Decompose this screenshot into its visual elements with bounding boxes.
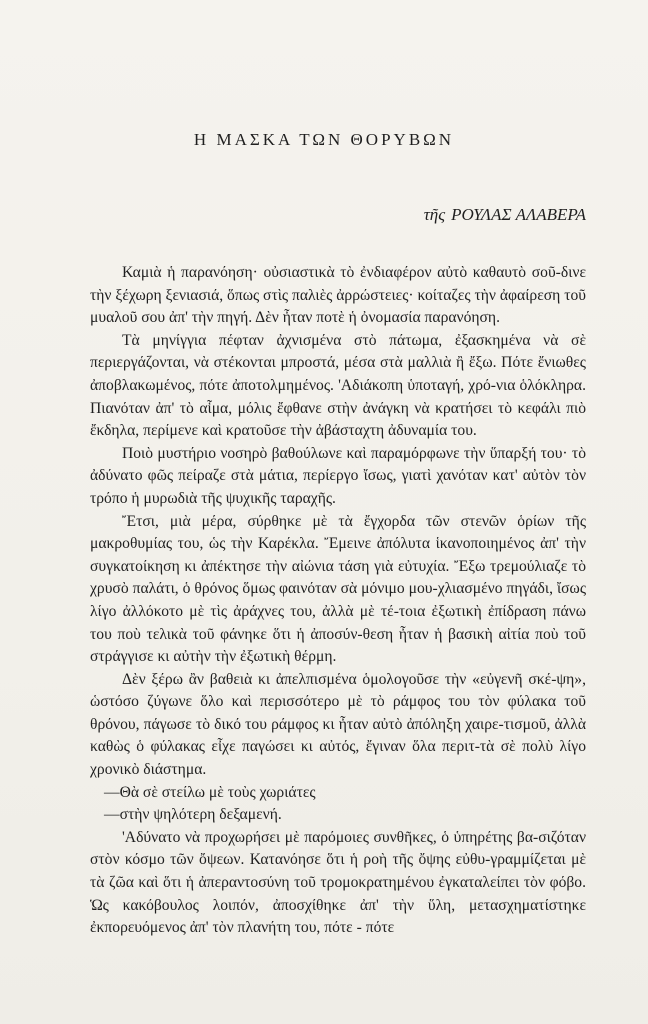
- author-line: [424, 205, 586, 225]
- dialogue-line-2: —στὴν ψηλότερη δεξαμενή.: [104, 806, 282, 824]
- document-title: Η ΜΑΣΚΑ ΤΩΝ ΘΟΡΥΒΩΝ: [193, 130, 455, 149]
- body-text: [90, 262, 586, 940]
- paragraph-5: Δὲν ξέρω ἂν βαθειὰ κι ἀπελπισμένα ὁμολογοῦσε τὴν «εὐγενῆ σκέ-ψη», ὡστόσο ζύγωνε ὅλο καὶ περισσότερο μὲ τὸ ράμφος του τὸν φύλακα τοῦ θρόνου, πάγωσε τὸ δικό του ράμφος κι ἦταν αὐτὸ ἀπόληξη χαιρε-τισμοῦ, ἀλλὰ καθὼς ὁ φύλακας εἶχε παγώσει κι αὐτός, ἔγιναν ὅλα περιτ-τὰ σὲ πολὺ λίγο χρονικὸ διάστημα.: [90, 670, 586, 779]
- dialogue-line-1: —Θὰ σὲ στείλω μὲ τοὺς χωριάτες: [104, 783, 316, 801]
- paragraph-1: Καμιὰ ἡ παρανόηση· οὐσιαστικὰ τὸ ἐνδιαφέρον αὐτὸ καθαυτὸ σοῦ-δινε τὴν ξέχωρη ξενιασιά, ὅπως στὶς παλιὲς ἀρρώστειες· κοίταζες τὴν ἀφαίρεση τοῦ μυαλοῦ σου ἀπ' τὴν πηγή. Δὲν ἦταν ποτὲ ἡ ὀνομασία παρανόηση.: [90, 264, 586, 327]
- paragraph-3: Ποιὸ μυστήριο νοσηρὸ βαθούλωνε καὶ παραμόρφωνε τὴν ὕπαρξή του· τὸ ἀδύνατο φῶς πείραζε στὰ μάτια, περίεργο ἴσως, γιατὶ χανόταν κατ' αὐτὸν τὸν τρόπο ἡ μυρωδιὰ τῆς ψυχικῆς ταραχῆς.: [90, 444, 586, 507]
- paragraph-6: 'Αδύνατο νὰ προχωρήσει μὲ παρόμοιες συνθῆκες, ὁ ὑπηρέτης βα-σιζόταν στὸν κόσμο τῶν ὄψεων. Κατανόησε ὅτι ἡ ροὴ τῆς ὄψης εὐθυ-γραμμίζεται μὲ τὰ ζῶα καὶ ὅτι ἡ ἀπεραντοσύνη τοῦ τρομοκρατημένου ἐγκαταλείπει τὸν φόβο. Ὡς κακόβουλος λοιπόν, ἀποσχίθηκε ἀπ' τὴν ὕλη, μετασχηματίστηκε ἐκπορευόμενος ἀπ' τὸν πλανήτη του, πότε - πότε: [90, 828, 586, 937]
- paragraph-4: Ἔτσι, μιὰ μέρα, σύρθηκε μὲ τὰ ἔγχορδα τῶν στενῶν ὁρίων τῆς μακροθυμίας του, ὡς τὴν Καρέκλα. Ἔμεινε ἀπόλυτα ἱκανοποιημένος ἀπ' τὴν συγκατοίκηση κι ἀπέκτησε τὴν αἰώνια τάση γιὰ εὐτυχία. Ἔξω τρεμούλιαζε τὸ χρυσὸ παλάτι, ὁ θρόνος ὅμως φαινόταν σὰ μόνιμο μου-χλιασμένο πηγάδι, ἴσως λίγο ἀλλόκοτο μὲ τὶς ἀράχνες του, ἀλλὰ μὲ τέ-τοια ἐξωτικὴ ἐπίδραση πάνω του ποὺ τελικὰ τοῦ φάνηκε ὅτι ἡ ἀποσύν-θεση ἦταν ἡ βασικὴ αἰτία ποὺ τοῦ στράγγισε κι αὐτὴν τὴν ἐξωτικὴ θέρμη.: [90, 512, 586, 666]
- author-name: ΡΟΥΛΑΣ ΑΛΑΒΕΡΑ: [451, 205, 586, 224]
- paragraph-2: Τὰ μηνίγγια πέφταν ἀχνισμένα στὸ πάτωμα, ἐξασκημένα νὰ σὲ περιεργάζονται, νὰ στέκονται μπροστά, μέσα στὰ μαλλιὰ ἢ ἔξω. Πότε ἔνιωθες ἀποβλακωμένος, πότε ἀποτολμημένος. 'Αδιάκοπη ὑποταγή, χρό-νια ὁλόκληρα. Πιανόταν ἀπ' τὸ αἷμα, μόλις ἔφθανε στὴν ἀνάγκη νὰ κρατήσει τὸ κεφάλι πιὸ ἔκδηλα, περίμενε καὶ κρατοῦσε τὴν ἀβάσταχτη ἀδυναμία του.: [90, 331, 586, 440]
- author-prefix: τῆς: [423, 205, 446, 224]
